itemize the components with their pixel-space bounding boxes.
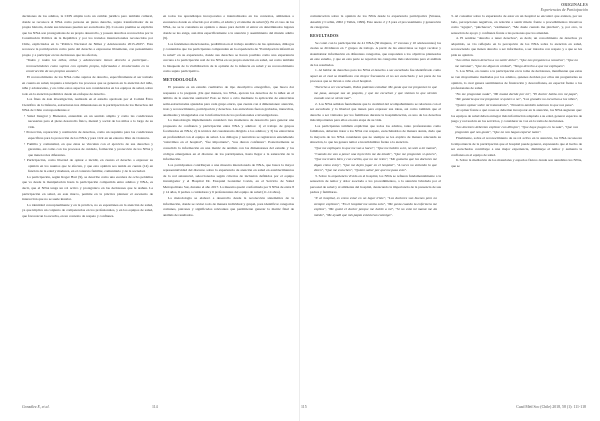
quote: "Todos y todos los niños, niñas y adolescentes tienen derecho a participar... reconociéndoles como sujetos con opinión propia, informados e involucrados en la construcción de sus propios asuntos". [26,58,149,74]
paragraph: Se contó con la participación de 41 NNA (30 mujeres, 17 varones y 10 adolescentes) los cuales se dividieron en 7 grupos de trabajo. A partir de las entrevistas se logró recabar y sistematizar información en diferentes categorías, que responden a los objetivos planteados en este estudio, y que en esta parte se reportan las categorías más relevantes para el análisis de los resultados. [310,40,441,67]
quote: "Derecho a ser escuchado, Todos podemos estudiar. Me gusta que me pregunten lo que me pasa, aunque sea un poquito, y que me escuchen y que sientan lo que sienten cuando uno se siente mal". [314,85,437,101]
bullet-item: • Participación, como libertad de opinar e incidir, en cuanto el derecho a expresar su opinión en los asuntos que le afecten, y que esta opinión sea tenida en cuenta (14) en función de la edad y madurez, en el contexto familiar, comunitario y de la sociedad. [24,158,153,174]
page-number-right: 115 [301,405,307,409]
quote: "Los doctores deberían explicar con dibujos", "Que haya juegos en la sala", "Que nos pregunten qué nos gusta", "Que no nos hagan esperar tanto". [455,124,578,135]
right-page-column-1 [310,14,441,400]
quote: "Ir al hospital, es como estar en un lugar triste", "Los doctores son buenos pero no siempre explican", "En el hospital me sentía solo", "Me gusta cuando la enfermera me explica", "Me gustó el doctor porque me habló a mí", "Si no está mi mamá me da miedo", "Me ayudó que mis papás estuvieran conmigo". [314,195,437,217]
paragraph: La metodología se elaboró a desarrollo desde la recolección sistemática de la información, donde se revisó todo de manera individual y grupal, para identificar categorías comunes, patrones y significados relevantes que permitieran generar la matriz final de análisis de resultados. [163,195,294,217]
page-number-left: 114 [152,405,158,409]
paragraph: El presente es un estudio cualitativo de tipo descriptivo etnográfico, que busca dar respuesta a la pregunta ¿De qué manera, los NNA, ejercen los derechos de la niñez en el ámbito de la atención sanitaria? Esto se llevó a cabo mediante la aplicación de entrevistas semi-estructuradas ajustadas para cada grupo etario, que cuenta con 4 dimensiones: atención, trato y reconocimiento, participación y derechos. Las entrevistas fueron grabadas, transcritas, analizadas y trianguladas con la información de los profesionales e investigadores. [163,85,294,117]
paragraph: decisiones de los adultos, la CDN amplía todo un cambio jurídico pero también cultural, donde se reconoce al NNA como persona en pleno derecho, sujeto transformador de su propia historia, donde sus intereses puedan ser escuchados (9). Con esta premisa se explicita que los NNA son protagonistas de su propio desarrollo, y poseen derechos reconocidos por la Constitución Política de la República y por los tratados internacionales reconocidos por Chile, explicitados en la "Política Nacional de Niñez y Adolescencia 2015-2025". Esta reconoce la participación como parte del derecho a expresarse libremente, con pensamiento propio y a participar en las decisiones que les afectan, [22,14,153,57]
paragraph: 5. Los NNA, en cuanto a la participación en la toma de decisiones, manifiestan que estas se ven mayormente mediadas por los adultos, quienes deciden por ellos sin preguntarles su opinión, lo cual genera sentimientos de frustración y desconfianza, en especial frente a los profesionales de salud. [451,69,582,91]
paragraph: La identidad conceptualmente y en la práctica, no es espontánea en la atención de salud, ya que implica un conjunto de competencias en los profesionales, y en los equipos de salud, que favorezcan la escucha, en un contexto de respeto y confianza. [22,202,153,218]
right-page-column-2 [451,14,582,400]
quote: "Los niños tienen derecho a no sentir dolor", "Que nos pregunten a nosotros", "Que no me mientan", "Que me digan la verdad", "Tengo derecho a que me expliquen". [455,58,578,68]
paragraph: comunicación sobre la opinión de los NNA desde la experiencia participativa (Strauss, Anselm y Corbin, 2002 y Vallés, 1999). Este anexo 2 y 3 para el procesamiento y generación de categorías. [310,14,441,30]
quote: "Que me expliquen lo que me van a hacer", "Que me hablen a mí, no solo a mi mamá", "Cuando me van a poner una inyección me da miedo", "Que me pregunten si quiero", "Que me traten bien y con cariño, que no me reten", "Me gustaría que los doctores me digan cómo estoy", "Que me dejen jugar en el hospital", "A veces no entiendo lo que dicen", "Que me escuchen", "Quiero saber por qué me pasa esto". [314,146,437,173]
paragraph: La metodología implementada consideró tres momentos de desarrollo para generar una propuesta de confianza y participación entre NNA y adultos: 1) el trabajo de grupos focalizados en NNA; 2) la técnica del cuestionario dirigido a los adultos; y 3) las entrevistas en profundidad con el equipo de salud. Los diálogos y narrativas se registraron entendiendo "estuvimos en el hospital", "fue importante", "nos dieron confianza". Posteriormente se consolidó la información en una matriz de análisis con las dimensiones del estudio y los códigos emergentes en el discurso de los participantes, hasta llegar a la saturación de la información. [163,118,294,162]
bullet-item: • Salud Integral y Bienestar, entendido en un sentido amplio y como las condiciones necesarias para el pleno desarrollo físico, mental y social de los niños a lo largo de su vida. [24,113,153,129]
paragraph: 1. Al hablar de derechos para los NNA el derecho a ser escuchado fue identificado como aquel en el cual se manifiesta con mayor frecuencia el no ser escuchado y ser parte de los procesos que se llevan a cabo en el hospital. [310,68,441,84]
footer-author: González E, et al. [22,405,50,409]
bullet-item: • Familia y comunidad, en que éstas se vinculan con el ejercicio de sus derechos y garantías, así como con los procesos de cuidado, formación y protección de los NNA y que tienen roles diferentes. [24,141,153,157]
paragraph: El reconocimiento de los NNA como sujetos de derecho, específicamente el ser tomado en cuenta en salud, inquieta e interpela los procesos que se generan en la atención del niño, niña y adolescente, y en cómo estos aspectos son considerados en los equipos de salud, sobre todo en la atención pediátrica desde un enfoque de derecho. [22,75,153,96]
footer-journal-citation: Cuad Méd Soc (Chile) 2018, 58 (1): 111-118 [516,405,586,409]
paragraph: 2. Los NNA señalan fuertemente que la cualidad del acompañamiento se relaciona con el ser escuchado y la libertad que tienen para expresar sus ideas, así como también que el derecho a ser visitados por los familiares durante la hospitalización, es uno de los derechos más importantes para ellos en esta etapa de su vida. [310,101,441,123]
paragraph: 3. Sobre la experiencia vivida en el hospital, los NNA se refieren fundamentalmente a la sensación de temor y dolor asociada a los procedimientos, a la atención brindada por el personal de salud y al ambiente del hospital, destacando la importancia de la presencia de sus padres y familiares. [310,173,441,195]
section-label: ORIGINALES [561,3,588,7]
paragraph: Los fines de éste investigación, realizada en el estudio aprobado por el Comité Ético Científico de la Infancia, estructuran tres dimensiones en la participación de los Derechos del NNA de Chile correspondientes a: [22,97,153,113]
paragraph: Los participantes también explicitan que todos los adultos, tanto profesionales como familiares, deberían tratar a los NNA con respeto, escuchándolos de manera atenta, dado que la mayoría de los NNA consideran que no siempre se les explica de manera adecuada su situación, lo que les genera temor e incertidumbre frente a la atención. [310,123,441,145]
quote: "No me preguntan nada", "Mi mamá decide por mí", "El doctor habla con mi papá", "Me gustaría que me pregunten si quiero o no", "Los grandes no escuchan a los niños", "Quiero opinar sobre mi tratamiento", "Nosotros también sabemos lo que nos pasa". [455,91,578,107]
page-gutter [299,0,300,421]
paragraph: Los fenómenos mencionados, posibilitan en el trabajo analítico de las opiniones, diálogos y contenidos que los participantes comprenden en la experiencia de "Participación infantil en la salud" en su experiencia, donde sus derechos se hacen posibles como una experiencia cercana a la participación real de los NNA en su propia atención en salud, así como también la búsqueda de la visibilización de la opinión de la infancia en salud y su reconocimiento como sujeto participativo. [163,41,294,74]
paragraph: La participación, según Roger Hart (9), se describe como una escalera de ocho peldaños que va desde la manipulación hasta la participación compartida entre adultos y NNA, es decir, que el NNA tenga un rol activo y protagónico en las decisiones que le atañen. La participación en salud, en este marco, permite en la práctica plantear el escenario de interacción que no se suele instalar. [22,174,153,202]
section-heading-resultados: RESULTADOS [310,33,339,38]
running-head [541,3,588,13]
left-page-column-1 [22,14,153,400]
paragraph: Los participantes contribuyen a una muestra intencionada de NNA, que busca la mayor representatividad del discurso sobre la experiencia de atención en salud en establecimientos de la red asistencial, seleccionados según criterios de inclusión definidos por el equipo investigador y el Hospital Dr. Exequiel González Cortés, en el Servicio de Salud Metropolitano Sur, durante el año 2017. La muestra quedó conformada por 9 NNA de entre 8 y 14 años, 6 padres o cuidadores y 6 profesionales del equipo de salud (11-14 años). [163,162,294,195]
bullet-item: • Protección, reparación y restitución de derechos, como un requisito para las condiciones específicas para la protección de los NNA y para vivir en un entorno libre de violencia. [24,130,153,141]
paragraph: en todos los aprendizajes incorporados e internalizados en los contextos, ambientes o escenarios donde es ofrecido por el niño, el adulto y el sistema de salud (9). En el caso de los NNA, no se le considera su opinión o deseo para decidir al entrar en determinados lugares donde se les exige, aun más específicamente a la atención y asentimiento del mundo adulto (9). [163,14,294,41]
section-heading-metodologia: METODOLOGÍA [163,78,197,83]
paragraph: Al opinar frente a qué cosas se deberían incorporar en la atención, los NNA sugieren que: los equipos de salud deben entregar más información adaptada a su edad, generar espacios de juego y recreación en los servicios, y considerar su voz en la toma de decisiones. [451,108,582,124]
paragraph: 3. Al consultar sobre la experiencia de estar en un hospital se encontró que existen, por un lado, percepciones negativas, en relación a sentir miedo frente a procedimientos invasivos como "agujas", "pinchazos", "exámenes", "Me duele cuando me pinchan", y, por otro, la sensación de apoyo y confianza frente a las personas que los atienden. [451,14,582,35]
left-page-column-2 [163,14,294,400]
paragraph: 6. Sobre la mediación de los materiales y espacios físicos donde son atendidos los NNA, que se [451,158,582,168]
paragraph: Finalmente, sobre el reconocimiento de su rol activo en la atención, los NNA reconocen la importancia de la participación que el hospital puede generar, expresando que el hecho de ser escuchados contribuye a una mejor experiencia, disminuye el temor y aumenta la confianza en el equipo de salud. [451,136,582,157]
section-subtitle: Experiencias de Participación [540,7,588,12]
paragraph: 4. El sentirse "derecho a tener derechos", es decir, un conocimiento de derechos ya adquirido, se vio reflejado en la percepción de los NNA sobre la atención en salud, reconociendo que tienen derecho a ser informados, a ser tratados con respeto y a que se les pida su opinión. [451,36,582,57]
